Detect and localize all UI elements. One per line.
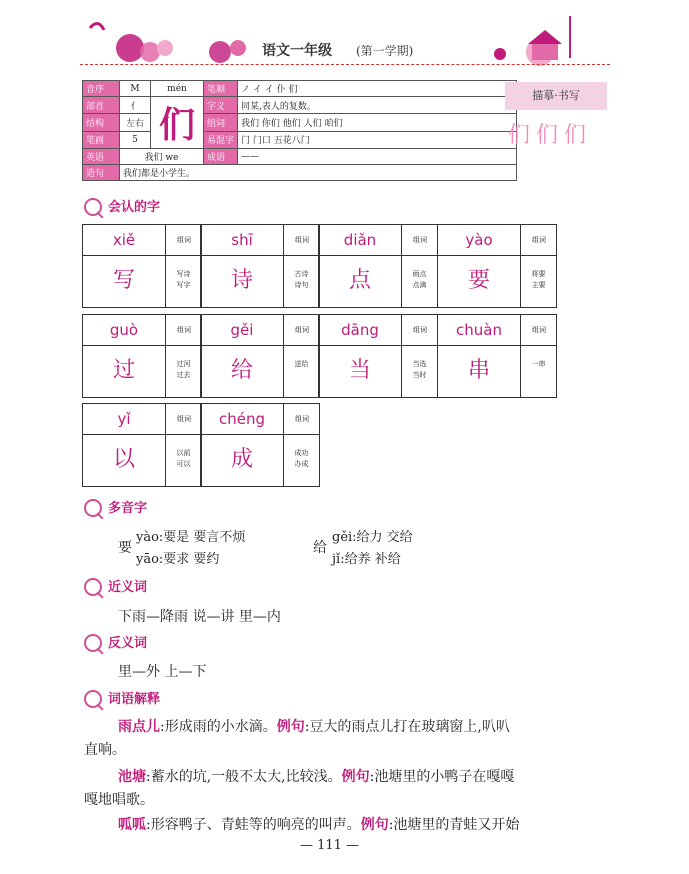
explain-para-1-cont: 直响。 bbox=[84, 742, 126, 758]
character-card bbox=[437, 224, 557, 308]
card-hanzi: 当 bbox=[348, 358, 371, 383]
card-pinyin: diǎn bbox=[319, 225, 401, 256]
value-bushou: 亻 bbox=[120, 97, 151, 114]
explain-para-1: 雨点儿:形成雨的小水滴。例句:豆大的雨点儿打在玻璃窗上,叭叭 bbox=[118, 719, 510, 735]
card-words: 一串 bbox=[520, 345, 556, 397]
value-bihua: 5 bbox=[120, 131, 151, 148]
card-zuci-label: 组词 bbox=[283, 315, 320, 346]
explain-para-3: 呱呱:形容鸭子、青蛙等的响亮的叫声。例句:池塘里的青蛙又开始 bbox=[118, 817, 520, 833]
value-zaoju: 我们都是小学生。 bbox=[120, 165, 517, 181]
card-pinyin: dāng bbox=[319, 315, 401, 346]
antonym-text: 里—外 上—下 bbox=[118, 664, 207, 680]
big-character: 们 bbox=[151, 97, 204, 149]
label-bushou: 部首 bbox=[83, 97, 120, 114]
character-card bbox=[200, 314, 320, 398]
character-card bbox=[318, 314, 438, 398]
card-pinyin: yǐ bbox=[83, 404, 165, 435]
value-ziyi: 同某,表人的复数。 bbox=[238, 97, 517, 114]
page-number: — 111 — bbox=[300, 838, 360, 853]
poly-1a: yào:要是 要言不烦 bbox=[136, 530, 246, 545]
card-pinyin: chéng bbox=[201, 404, 283, 435]
header-title: 语文一年级 bbox=[262, 43, 332, 59]
card-pinyin: gěi bbox=[201, 315, 283, 346]
label-bihua: 笔画 bbox=[83, 131, 120, 148]
trace-header: 描摹·书写 bbox=[505, 82, 607, 110]
card-zuci-label: 组词 bbox=[401, 225, 438, 256]
synonym-text: 下雨—降雨 说—讲 里—内 bbox=[118, 609, 281, 625]
value-yinxu: M bbox=[120, 81, 151, 97]
poly-char-1: 要 bbox=[118, 540, 132, 556]
trace-characters: 们们们 bbox=[508, 123, 593, 148]
poly-2b: jǐ:给养 补给 bbox=[332, 552, 401, 567]
section-title: 反义词 bbox=[108, 636, 148, 651]
card-zuci-label: 组词 bbox=[520, 225, 557, 256]
card-hanzi: 点 bbox=[348, 268, 371, 293]
section-title: 会认的字 bbox=[108, 200, 161, 215]
character-card bbox=[82, 403, 202, 487]
card-words: 写诗 写字 bbox=[165, 255, 201, 307]
explain-para-2-cont: 嘎地唱歌。 bbox=[84, 792, 154, 808]
card-hanzi: 串 bbox=[467, 358, 490, 383]
value-chengyu: —— bbox=[238, 149, 517, 165]
character-card bbox=[82, 224, 202, 308]
poly-1b: yāo:要求 要约 bbox=[136, 552, 220, 567]
card-zuci-label: 组词 bbox=[165, 404, 202, 435]
card-zuci-label: 组词 bbox=[283, 404, 320, 435]
label-jiegou: 结构 bbox=[83, 114, 120, 131]
label-yinxu: 音序 bbox=[83, 81, 120, 97]
card-words: 将要 主要 bbox=[520, 255, 556, 307]
character-card bbox=[200, 403, 320, 487]
value-yihunzi: 门 门口 五花八门 bbox=[238, 131, 517, 148]
card-words: 古诗 诗句 bbox=[283, 255, 319, 307]
label-yingyu: 英语 bbox=[83, 149, 120, 165]
character-card bbox=[318, 224, 438, 308]
section-title: 近义词 bbox=[108, 580, 148, 595]
card-pinyin: xiě bbox=[83, 225, 165, 256]
card-zuci-label: 组词 bbox=[401, 315, 438, 346]
card-zuci-label: 组词 bbox=[283, 225, 320, 256]
card-zuci-label: 组词 bbox=[165, 225, 202, 256]
card-hanzi: 以 bbox=[112, 447, 135, 472]
card-hanzi: 诗 bbox=[230, 268, 253, 293]
explain-para-2: 池塘:蓄水的坑,一般不太大,比较浅。例句:池塘里的小鸭子在嘎嘎 bbox=[118, 769, 515, 785]
label-zaoju: 造句 bbox=[83, 165, 120, 181]
card-words: 送给 bbox=[283, 345, 319, 397]
label-yihunzi: 易混字 bbox=[204, 131, 238, 148]
poly-char-2: 给 bbox=[313, 540, 327, 556]
character-card bbox=[437, 314, 557, 398]
value-pinyin: mén bbox=[151, 81, 204, 97]
label-chengyu: 成语 bbox=[204, 149, 238, 165]
card-words: 成功 办成 bbox=[283, 434, 319, 486]
card-words: 当选 当时 bbox=[401, 345, 437, 397]
poly-2a: gěi:给力 交给 bbox=[332, 530, 413, 545]
section-title: 词语解释 bbox=[108, 692, 161, 707]
value-bishun: ノ イ イ 仆 们 bbox=[238, 81, 517, 97]
section-title: 多音字 bbox=[108, 501, 148, 516]
header-subtitle: (第一学期) bbox=[356, 44, 414, 58]
value-zuci: 我们 你们 他们 人们 咱们 bbox=[238, 114, 517, 131]
character-info-table bbox=[82, 80, 517, 181]
character-card bbox=[82, 314, 202, 398]
card-pinyin: guò bbox=[83, 315, 165, 346]
card-hanzi: 要 bbox=[467, 268, 490, 293]
label-zuci: 组词 bbox=[204, 114, 238, 131]
card-words: 雨点 点滴 bbox=[401, 255, 437, 307]
card-hanzi: 过 bbox=[112, 358, 135, 383]
value-yingyu: 我们 we bbox=[120, 149, 204, 165]
character-card bbox=[200, 224, 320, 308]
card-hanzi: 给 bbox=[230, 358, 253, 383]
card-pinyin: yào bbox=[438, 225, 520, 256]
header-decoration bbox=[70, 8, 630, 68]
card-zuci-label: 组词 bbox=[165, 315, 202, 346]
card-pinyin: shī bbox=[201, 225, 283, 256]
card-pinyin: chuàn bbox=[438, 315, 520, 346]
label-bishun: 笔顺 bbox=[204, 81, 238, 97]
card-words: 过河 过去 bbox=[165, 345, 201, 397]
card-zuci-label: 组词 bbox=[520, 315, 557, 346]
card-hanzi: 成 bbox=[230, 447, 253, 472]
value-jiegou: 左右 bbox=[120, 114, 151, 131]
header-divider bbox=[80, 64, 610, 65]
label-ziyi: 字义 bbox=[204, 97, 238, 114]
card-words: 以前 可以 bbox=[165, 434, 201, 486]
card-hanzi: 写 bbox=[112, 268, 135, 293]
